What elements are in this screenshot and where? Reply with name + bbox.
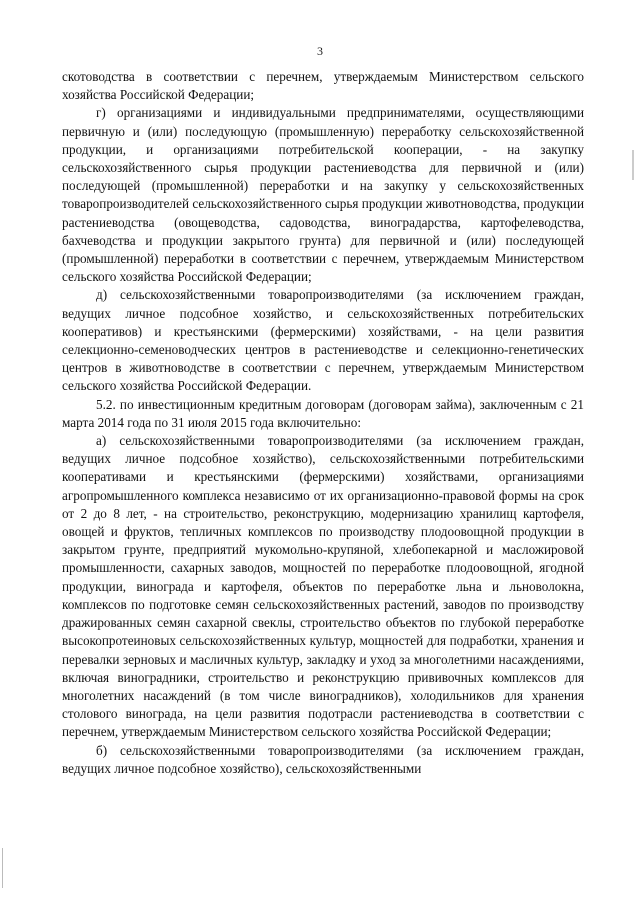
scan-edge-mark: [632, 150, 634, 180]
document-body: [62, 68, 584, 778]
paragraph-item-b: б) сельскохозяйственными товаропроизводителями (за исключением граждан, ведущих личное подсобное хозяйство), сельскохозяйственными: [62, 742, 584, 776]
page-number: 3: [317, 44, 323, 58]
paragraph-item-g: г) организациями и индивидуальными предпринимателями, осуществляющими первичную и (или) последующую (промышленную) переработку сельскохозяйственной продукции, и организациями потребительской кооперации, - на закупку сельскохозяйственного сырья продукции растениеводства для первичной и (или) последующей (промышленной) переработки и на закупку у сельскохозяйственных товаропроизводителей сельскохозяйственного сырья продукции животноводства, продукции растениеводства (овощеводства, садоводства, виноградарства, картофелеводства, бахчеводства и продукции закрытого грунта) для первичной и (или) последующей (промышленной) переработки в соответствии с перечнем, утверждаемым Министерством сельского хозяйства Российской Федерации;: [62, 105, 584, 285]
paragraph-item-d: д) сельскохозяйственными товаропроизводителями (за исключением граждан, ведущих личное подсобное хозяйство, и сельскохозяйственных потребительских кооперативов) и крестьянскими (фермерскими) хозяйствами, - на цели развития селекционно-семеноводческих центров в растениеводстве и селекционно-генетических центров в животноводстве в соответствии с перечнем, утверждаемым Министерством сельского хозяйства Российской Федерации.: [62, 287, 584, 394]
paragraph-item-a: а) сельскохозяйственными товаропроизводителями (за исключением граждан, ведущих личное подсобное хозяйство), сельскохозяйственными потребительскими кооперативами и крестьянскими (фермерскими) хозяйствами, организациями агропромышленного комплекса независимо от их организационно-правовой формы на срок от 2 до 8 лет, - на строительство, реконструкцию, модернизацию хранилищ картофеля, овощей и фруктов, тепличных комплексов по производству плодоовощной продукции в закрытом грунте, предприятий мукомольно-крупяной, хлебопекарной и масложировой промышленности, сахарных заводов, мощностей по переработке плодоовощной, ягодной продукции, винограда и картофеля, объектов по переработке льна и льноволокна, комплексов по подготовке семян сельскохозяйственных растений, заводов по производству дражированных семян сахарной свеклы, строительство объектов по глубокой переработке высокопротеиновых сельскохозяйственных культур, мощностей для подработки, хранения и перевалки зерновых и масличных культур, закладку и уход за многолетними насаждениями, включая виноградники, строительство и реконструкцию прививочных комплексов для многолетних насаждений (в том числе виноградников), холодильников для хранения столового винограда, на цели развития подотрасли растениеводства в соответствии с перечнем, утверждаемым Министерством сельского хозяйства Российской Федерации;: [62, 433, 584, 740]
paragraph-clause-5-2: 5.2. по инвестиционным кредитным договорам (договорам займа), заключенным с 21 марта 2014 года по 31 июля 2015 года включительно:: [62, 396, 584, 430]
scan-margin-mark: [2, 848, 3, 888]
paragraph-continuation: скотоводства в соответствии с перечнем, утверждаемым Министерством сельского хозяйства Российской Федерации;: [62, 69, 584, 103]
